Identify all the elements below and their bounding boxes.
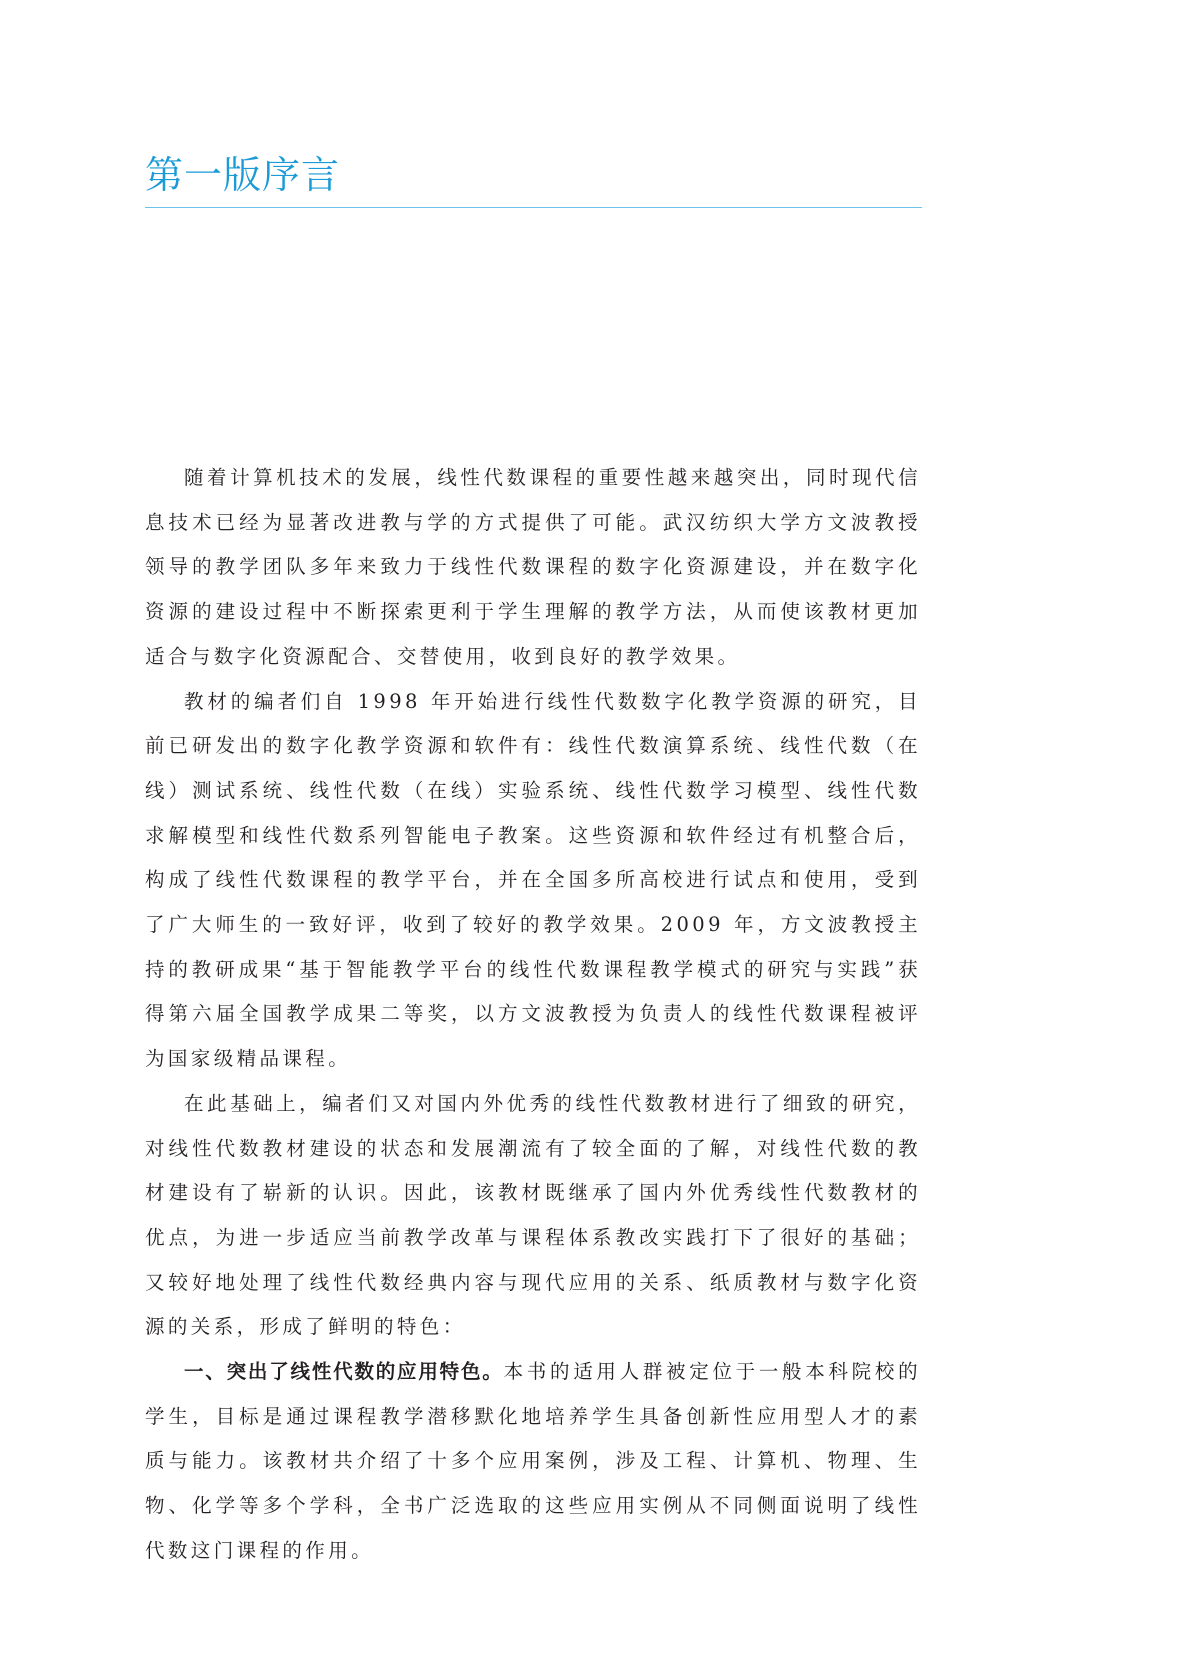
paragraph-2: 教材的编者们自 1998 年开始进行线性代数数字化教学资源的研究，目前已研发出的数字化教学资源和软件有：线性代数演算系统、线性代数（在线）测试系统、线性代数（在线）实验系统、线性代数学习模型、线性代数求解模型和线性代数系列智能电子教案。这些资源和软件经过有机整合后，构成了线性代数课程的教学平台，并在全国多所高校进行试点和使用，受到了广大师生的一致好评，收到了较好的教学效果。2009 年，方文波教授主持的教研成果“基于智能教学平台的线性代数课程教学模式的研究与实践”获得第六届全国教学成果二等奖，以方文波教授为负责人的线性代数课程被评为国家级精品课程。 [145, 689, 921, 1071]
paragraph-4-text: 本书的适用人群被定位于一般本科院校的学生，目标是通过课程教学潜移默化地培养学生具备创新性应用型人才的素质与能力。该教材共介绍了十多个应用案例，涉及工程、计算机、物理、生物、化学等多个学科，全书广泛选取的这些应用实例从不同侧面说明了线性代数这门课程的作用。 [145, 1360, 921, 1562]
paragraph-4 [145, 1350, 921, 1574]
page-title: 第一版序言 [145, 153, 341, 197]
title-divider [145, 207, 922, 208]
paragraph-3: 在此基础上，编者们又对国内外优秀的线性代数教材进行了细致的研究，对线性代数教材建设的状态和发展潮流有了较全面的了解，对线性代数的教材建设有了崭新的认识。因此，该教材既继承了国内外优秀线性代数教材的优点，为进一步适应当前教学改革与课程体系教改实践打下了很好的基础；又较好地处理了线性代数经典内容与现代应用的关系、纸质教材与数字化资源的关系，形成了鲜明的特色： [145, 1091, 921, 1339]
body-text [145, 456, 921, 1574]
paragraph-4-lead: 一、突出了线性代数的应用特色。 [184, 1360, 504, 1384]
paragraph-1: 随着计算机技术的发展，线性代数课程的重要性越来越突出，同时现代信息技术已经为显著改进教与学的方式提供了可能。武汉纺织大学方文波教授领导的教学团队多年来致力于线性代数课程的数字化资源建设，并在数字化资源的建设过程中不断探索更利于学生理解的教学方法，从而使该教材更加适合与数字化资源配合、交替使用，收到良好的教学效果。 [145, 466, 921, 668]
